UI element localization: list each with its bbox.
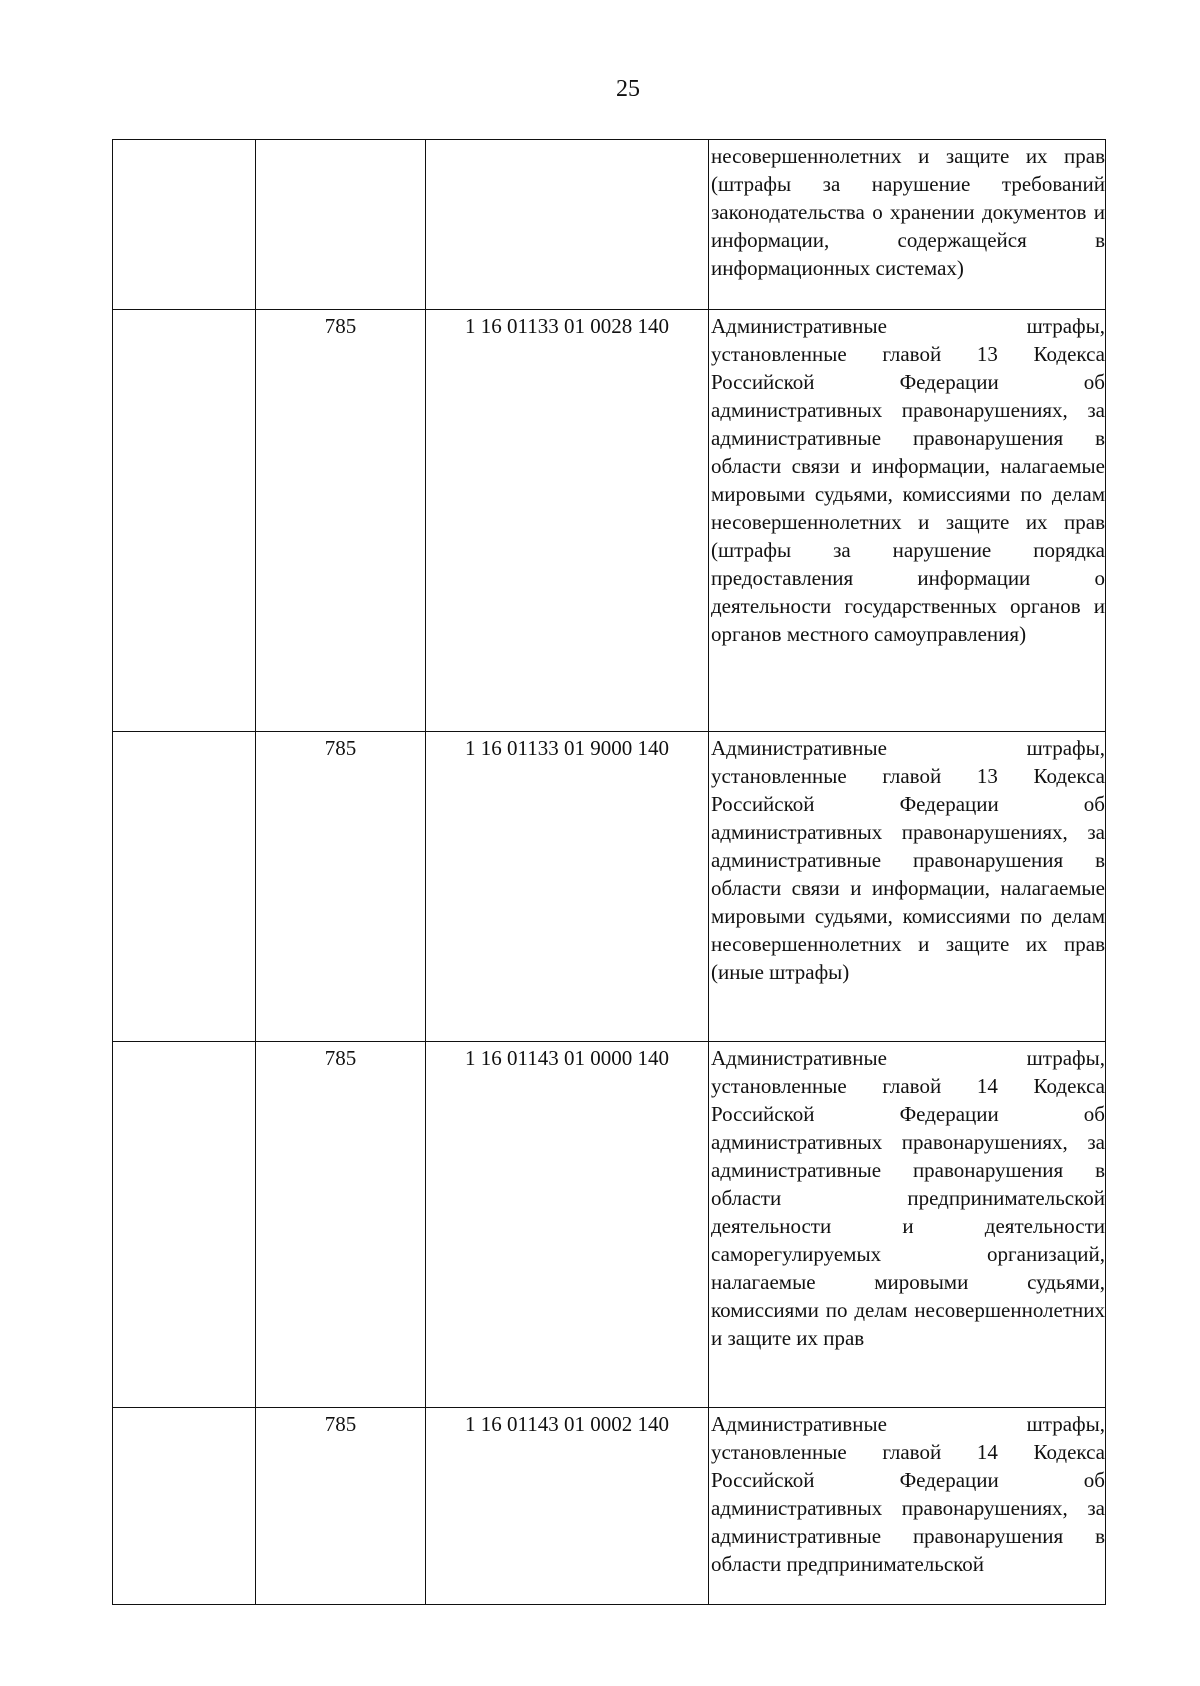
admin-code-cell: 785 [256,1042,426,1408]
row-number-cell [113,1042,256,1408]
admin-code-cell: 785 [256,732,426,1042]
row-number-cell [113,140,256,310]
description-cell [709,732,1106,1042]
description-text: Административные штрафы, установленные главой 13 Кодекса Российской Федерации об административных правонарушениях, за административные правонарушения в области связи и информации, налагаемые мировыми судьями, комиссиями по делам несовершеннолетних и защите их прав (штрафы за нарушение порядка предоставления информации о деятельности государственных органов и органов местного самоуправления) [711,314,1105,646]
description-text: несовершеннолетних и защите их прав (штрафы за нарушение требований законодательства о хранении документов и информации, содержащейся в информационных системах) [711,144,1105,280]
row-number-cell [113,310,256,732]
table-row [113,732,1106,1042]
admin-code-cell [256,140,426,310]
table-row [113,1408,1106,1605]
row-number-cell [113,732,256,1042]
table-row [113,1042,1106,1408]
description-cell [709,1408,1106,1605]
description-text: Административные штрафы, установленные главой 13 Кодекса Российской Федерации об административных правонарушениях, за административные правонарушения в области связи и информации, налагаемые мировыми судьями, комиссиями по делам несовершеннолетних и защите их прав (иные штрафы) [711,736,1105,984]
kbk-code-cell: 1 16 01143 01 0002 140 [426,1408,709,1605]
admin-code-cell: 785 [256,1408,426,1605]
row-number-cell [113,1408,256,1605]
budget-codes-table [112,139,1106,1605]
admin-code-cell: 785 [256,310,426,732]
description-cell [709,1042,1106,1408]
page-number: 25 [616,76,640,102]
description-cell [709,140,1106,310]
table-row [113,140,1106,310]
description-text: Административные штрафы, установленные главой 14 Кодекса Российской Федерации об административных правонарушениях, за административные правонарушения в области предпринимательской [711,1412,1105,1576]
kbk-code-cell: 1 16 01133 01 9000 140 [426,732,709,1042]
description-text: Административные штрафы, установленные главой 14 Кодекса Российской Федерации об административных правонарушениях, за административные правонарушения в области предпринимательской деятельности и деятельности саморегулируемых организаций, налагаемые мировыми судьями, комиссиями по делам несовершеннолетних и защите их прав [711,1046,1105,1350]
table-row [113,310,1106,732]
description-cell [709,310,1106,732]
kbk-code-cell [426,140,709,310]
kbk-code-cell: 1 16 01133 01 0028 140 [426,310,709,732]
kbk-code-cell: 1 16 01143 01 0000 140 [426,1042,709,1408]
